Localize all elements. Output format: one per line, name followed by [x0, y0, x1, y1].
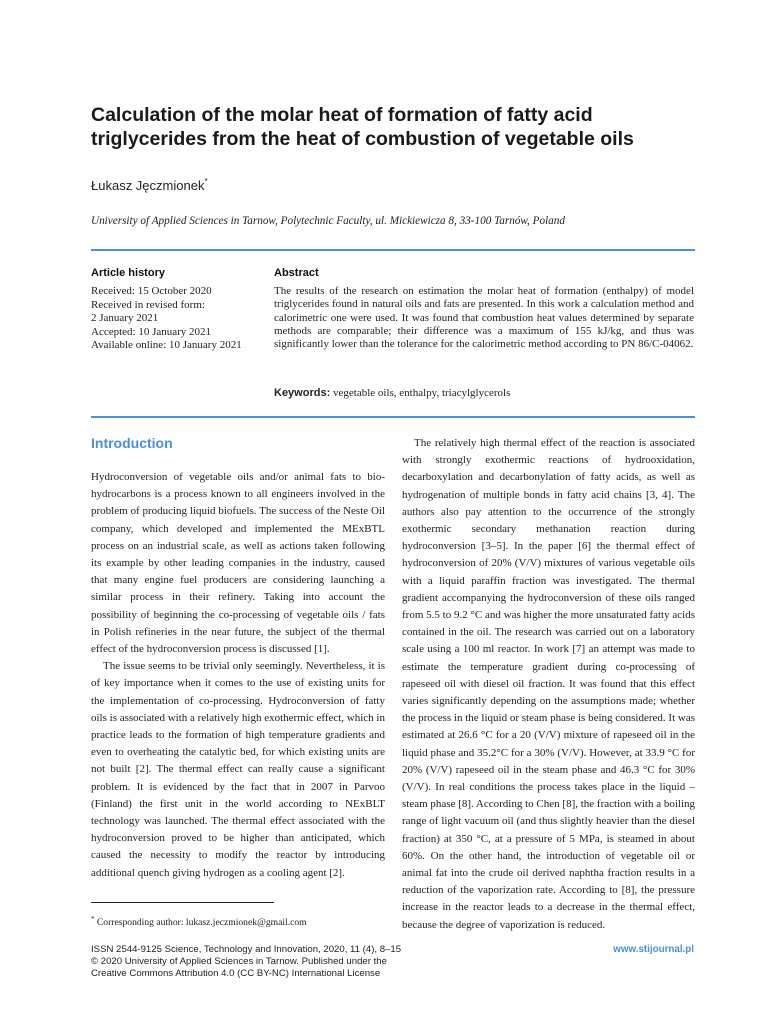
article-title: Calculation of the molar heat of formation of fatty acid triglycerides from the heat of combustion of vegetable oils — [91, 104, 634, 150]
keywords — [274, 387, 510, 399]
right-column — [402, 435, 695, 934]
author-footnote-mark: * — [204, 177, 208, 186]
history-line: Received in revised form: — [91, 298, 205, 311]
abstract-heading: Abstract — [274, 267, 319, 279]
author-name-text: Łukasz Jęczmionek — [91, 178, 205, 193]
intro-paragraph: The issue seems to be trivial only seemingly. Nevertheless, it is of key importance when it comes to the use of existing units for the implementation of co-processing. Hydroconversion of fatty oils is associated with a relatively high exothermic effect, which in practice leads to the formation of high temperature gradients and even to overheating the catalytic bed, for which existing units are not built [2]. The thermal effect can really cause a significant problem. It is evidenced by the fact that in 2007 in Parvoo (Finland) the first unit in the world according to NExBLT technology was launched. The thermal effect associated with the hydroconversion proved to be higher than anticipated, which caused the necessity to modify the reactor by introducing additional quench giving hydrogen as a cooling agent [2]. — [91, 660, 385, 879]
article-history — [91, 285, 242, 353]
history-line: Accepted: 10 January 2021 — [91, 325, 212, 338]
author-name — [91, 177, 208, 193]
footer-line: ISSN 2544-9125 Science, Technology and Innovation, 2020, 11 (4), 8–15 — [91, 944, 402, 955]
history-line: Received: 15 October 2020 — [91, 285, 212, 297]
keywords-text: vegetable oils, enthalpy, triacylglycerols — [333, 387, 511, 399]
intro-paragraph: Hydroconversion of vegetable oils and/or animal fats to bio-hydrocarbons is a process known to all engineers involved in the problem of producing liquid biofuels. The success of the Neste Oil company, which developed and implemented the MExBTL process on an industrial scale, as well as actions taken following its example by other leading companies in the industry, caused that many engine fuel producers are considering launching a similar process in their refinery. Taking into account the possibility of beginning the co-processing of vegetable oils / fats in Polish refineries in the near future, the subject of the thermal effect of the hydroconversion process is discussed [1]. — [91, 471, 385, 656]
history-line: 2 January 2021 — [91, 312, 159, 324]
introduction-heading: Introduction — [91, 435, 173, 451]
abstract-text: The results of the research on estimation the molar heat of formation (enthalpy) of model triglycerides found in natural oils and fats are presented. In this work a calculation method and calorimetric one were used. It was found that combustion heat values determined by separate methods are comparable; their difference was a maximum of 155 kJ/kg, and thus was significantly lower than the tolerance for the calorimetric method according to PN 86/C-04062. — [274, 285, 694, 351]
keywords-label: Keywords: — [274, 387, 331, 399]
history-line: Available online: 10 January 2021 — [91, 339, 242, 351]
footer-line: © 2020 University of Applied Sciences in Tarnow. Published under the — [91, 956, 387, 967]
footnote-text: Corresponding author: lukasz.jeczmionek@gmail.com — [96, 917, 307, 928]
header-divider — [91, 249, 695, 251]
footer-line: Creative Commons Attribution 4.0 (CC BY-NC) International License — [91, 968, 381, 979]
author-affiliation: University of Applied Sciences in Tarnow, Polytechnic Faculty, ul. Mickiewicza 8, 33-100 Tarnów, Poland — [91, 215, 565, 227]
corresponding-author-footnote — [91, 915, 307, 928]
article-history-heading: Article history — [91, 267, 165, 279]
left-column — [91, 469, 385, 882]
intro-paragraph: The relatively high thermal effect of the reaction is associated with strongly exothermic reactions of hydrooxidation, decarboxylation and decarbonylation of fatty acids, as well as hydrogenation of multiple bonds in fatty acid chains [3, 4]. The authors also pay attention to the occurrence of the strongly exothermic secondary methanation reaction during hydroconversion [3–5]. In the paper [6] the thermal effect of hydroconversion of 20% (V/V) mixtures of various vegetable oils with a liquid paraffin fraction was investigated. The thermal gradient accompanying the hydroconversion of these oils ranged from 5.5 to 9.2 °C and was higher the more unsaturated fatty acids contained in the oil. The research was carried out on a laboratory scale using a 100 ml reactor. In work [7] an attempt was made to estimate the temperature gradient during co-processing of rapeseed oil with diesel oil fraction. It was found that this effect varies significantly depending on the assumptions made; whether the process in the liquid or steam phase is being considered. It was estimated at 26.6 °C for a 20 (V/V) mixture of rapeseed oil in the liquid phase and 35.2°C for a 30% (V/V). However, at 33.9 °C for 20% (V/V) rapeseed oil in the steam phase and 46.3 °C for 30% (V/V). In real conditions the process takes place in the liquid – steam phase [8]. According to Chen [8], the fraction with a boiling range of light vacuum oil (and thus slightly heavier than the diesel fraction) at 350 °C, at a pressure of 5 MPa, is steamed in about 60%. On the other hand, the introduction of vegetable oil or animal fat into the crude oil derived naphtha fraction results in a reduction of the vaporization rate. According to [8], the pressure increase in the reactor leads to a decrease in the thermal effect, because the degree of vaporization is reduced. — [402, 437, 695, 931]
journal-website-link[interactable]: www.stijournal.pl — [613, 944, 694, 955]
journal-footer — [91, 944, 401, 980]
footnote-mark: * — [91, 915, 95, 923]
abstract-divider — [91, 416, 695, 418]
footnote-divider — [91, 902, 274, 903]
